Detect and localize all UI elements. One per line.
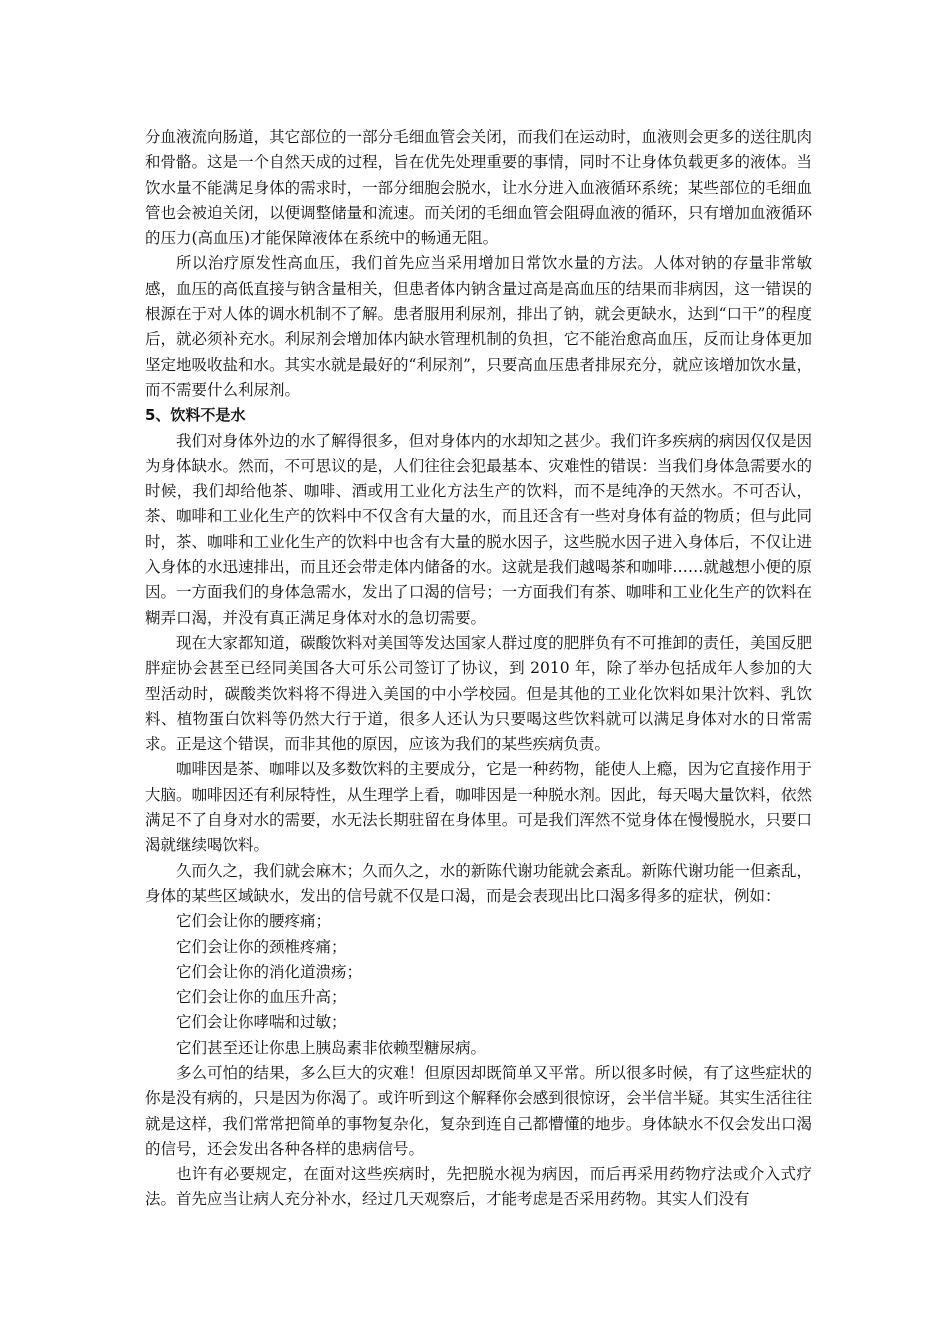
paragraph-body-water: 我们对身体外边的水了解得很多，但对身体内的水却知之甚少。我们许多疾病的病因仅仅是因为身体缺水。然而，不可思议的是，人们往往会犯最基本、灾难性的错误：当我们身体急需要水的时候，我们却给他茶、咖啡、酒或用工业化方法生产的饮料，而不是纯净的天然水。不可否认，茶、咖啡和工业化生产的饮料中不仅含有大量的水，而且还含有一些对身体有益的物质；但与此同时，茶、咖啡和工业化生产的饮料中也含有大量的脱水因子，这些脱水因子进入身体后，不仅让进入身体的水迅速排出，而且还会带走体内储备的水。这就是我们越喝茶和咖啡……就越想小便的原因。一方面我们的身体急需水，发出了口渴的信号；一方面我们有茶、咖啡和工业化生产的饮料在糊弄口渴，并没有真正满足身体对水的急切需要。 [145, 431, 812, 627]
paragraph-metabolism: 久而久之，我们就会麻木；久而久之，水的新陈代谢功能就会紊乱。新陈代谢功能一但紊乱，身体的某些区域缺水，发出的信号就不仅是口渴，而是会表现出比口渴多得多的症状，例如： [145, 861, 812, 905]
list-item: 它们会让你的消化道溃疡； [176, 962, 363, 981]
paragraph-consequences: 多么可怕的结果，多么巨大的灾难！但原因却既简单又平常。所以很多时候，有了这些症状的你是没有病的，只是因为你渴了。或许听到这个解释你会感到很惊讶，会半信半疑。其实生活往往就是这样，我们常常把简单的事物复杂化，复杂到连自己都懵懂的地步。身体缺水不仅会发出口渴的信号，还会发出各种各样的患病信号。 [145, 1063, 812, 1158]
document-body [145, 125, 812, 1213]
section-heading: 5、饮料不是水 [145, 406, 246, 425]
paragraph-caffeine: 咖啡因是茶、咖啡以及多数饮料的主要成分，它是一种药物，能使人上瘾，因为它直接作用于大脑。咖啡因还有利尿特性，从生理学上看，咖啡因是一种脱水剂。因此，每天喝大量饮料，依然满足不了自身对水的需要，水无法长期驻留在身体里。可是我们浑然不觉身体在慢慢脱水，只要口渴就继续喝饮料。 [145, 760, 812, 855]
list-item: 它们会让你的颈椎疼痛； [176, 937, 347, 956]
list-item: 它们会让你哮喘和过敏； [176, 1013, 347, 1032]
paragraph-blood-circulation: 分血液流向肠道，其它部位的一部分毛细血管会关闭，而我们在运动时，血液则会更多的送往肌肉和骨骼。这是一个自然天成的过程，旨在优先处理重要的事情，同时不让身体负载更多的液体。当饮水量不能满足身体的需求时，一部分细胞会脱水，让水分进入血液循环系统；某些部位的毛细血管也会被迫关闭，以便调整储量和流速。而关闭的毛细血管会阻碍血液的循环，只有增加血液循环的压力(高血压)才能保障液体在系统中的畅通无阻。 [145, 128, 812, 248]
list-item: 它们会让你的腰疼痛； [176, 912, 332, 931]
paragraph-carbonated-drinks: 现在大家都知道，碳酸饮料对美国等发达国家人群过度的肥胖负有不可推卸的责任，美国反肥胖症协会甚至已经同美国各大可乐公司签订了协议，到 2010 年，除了举办包括成年人参加的大型活动时，碳酸类饮料将不得进入美国的中小学校园。但是其他的工业化饮料如果汁饮料、乳饮料、植物蛋白饮料等仍然大行于道，很多人还认为只要喝这些饮料就可以满足身体对水的日常需求。正是这个错误，而非其他的原因，应该为我们的某些疾病负责。 [145, 633, 812, 754]
list-item: 它们会让你的血压升高； [176, 988, 347, 1007]
list-item: 它们甚至还让你患上胰岛素非依赖型糖尿病。 [176, 1038, 487, 1057]
paragraph-hypertension-treatment: 所以治疗原发性高血压，我们首先应当采用增加日常饮水量的方法。人体对钠的存量非常敏感，血压的高低直接与钠含量相关，但患者体内钠含量过高是高血压的结果而非病因，这一错误的根源在于对人体的调水机制不了解。患者服用利尿剂，排出了钠，就会更缺水，达到“口干”的程度后，就必须补充水。利尿剂会增加体内缺水管理机制的负担，它不能治愈高血压，反而让身体更加坚定地吸收盐和水。其实水就是最好的“利尿剂”，只要高血压患者排尿充分，就应该增加饮水量，而不需要什么利尿剂。 [145, 254, 812, 399]
paragraph-recommendation: 也许有必要规定，在面对这些疾病时，先把脱水视为病因，而后再采用药物疗法或介入式疗法。首先应当让病人充分补水，经过几天观察后，才能考虑是否采用药物。其实人们没有 [145, 1165, 812, 1209]
